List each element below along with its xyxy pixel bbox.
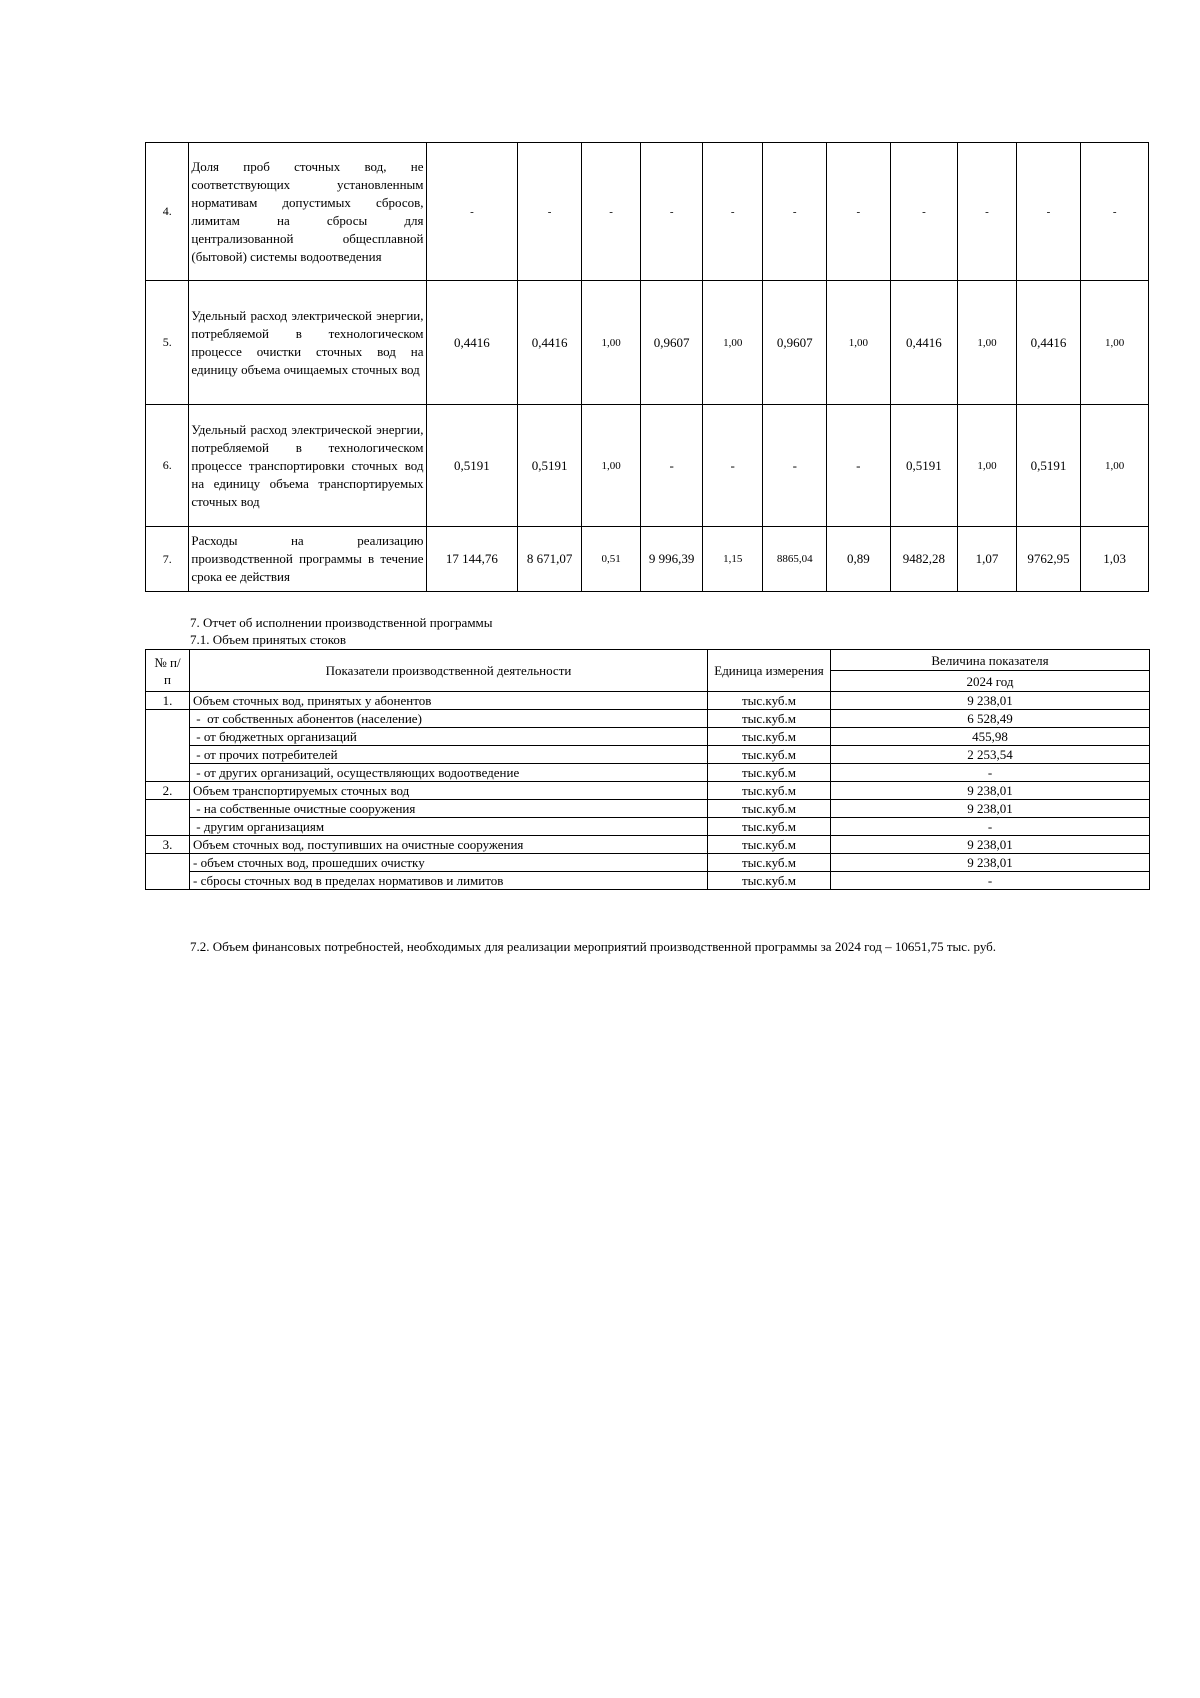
row-value: 455,98 — [831, 728, 1150, 746]
section-title: 7. Отчет об исполнении производственной программы — [190, 615, 493, 630]
value-cell: 1,00 — [702, 281, 763, 405]
value-cell: 1,03 — [1081, 527, 1149, 592]
row-name: - объем сточных вод, прошедших очистку — [190, 854, 708, 872]
row-number — [146, 800, 190, 818]
row-unit: тыс.куб.м — [708, 872, 831, 890]
row-value: 9 238,01 — [831, 854, 1150, 872]
row-number — [146, 728, 190, 746]
value-cell: 1,00 — [581, 405, 641, 527]
value-cell: 1,07 — [958, 527, 1017, 592]
row-name: Объем транспортируемых сточных вод — [190, 782, 708, 800]
table-row — [146, 854, 1150, 872]
row-value: - — [831, 764, 1150, 782]
value-cell: 1,00 — [827, 281, 891, 405]
row-number: 7. — [146, 527, 189, 592]
row-value: 9 238,01 — [831, 782, 1150, 800]
row-number: 3. — [146, 836, 190, 854]
row-unit: тыс.куб.м — [708, 710, 831, 728]
row-unit: тыс.куб.м — [708, 854, 831, 872]
table-header-row — [146, 650, 1150, 671]
value-cell: 8865,04 — [763, 527, 827, 592]
row-unit: тыс.куб.м — [708, 746, 831, 764]
row-number: 1. — [146, 692, 190, 710]
row-value: - — [831, 872, 1150, 890]
table-row — [146, 782, 1150, 800]
row-number — [146, 710, 190, 728]
value-cell: 8 671,07 — [518, 527, 582, 592]
table-row — [146, 728, 1150, 746]
col-header-indicator: Показатели производственной деятельности — [190, 650, 708, 692]
value-cell: - — [641, 143, 703, 281]
row-unit: тыс.куб.м — [708, 800, 831, 818]
value-cell: 9482,28 — [890, 527, 958, 592]
value-cell: - — [702, 143, 763, 281]
row-number: 2. — [146, 782, 190, 800]
row-number — [146, 872, 190, 890]
value-cell: 9 996,39 — [641, 527, 703, 592]
row-value: - — [831, 818, 1150, 836]
row-unit: тыс.куб.м — [708, 764, 831, 782]
value-cell: - — [958, 143, 1017, 281]
value-cell: - — [763, 405, 827, 527]
row-number: 4. — [146, 143, 189, 281]
value-cell: 17 144,76 — [426, 527, 518, 592]
row-value: 9 238,01 — [831, 692, 1150, 710]
financial-needs-text: 7.2. Объем финансовых потребностей, необходимых для реализации мероприятий производственной программы за 2024 год – 10651,75 тыс. руб. — [190, 939, 997, 954]
table-row — [146, 692, 1150, 710]
row-name: - другим организациям — [190, 818, 708, 836]
row-value: 6 528,49 — [831, 710, 1150, 728]
value-cell: - — [641, 405, 703, 527]
row-number — [146, 764, 190, 782]
table-row — [146, 746, 1150, 764]
row-unit: тыс.куб.м — [708, 818, 831, 836]
value-cell: 0,51 — [581, 527, 641, 592]
value-cell: - — [827, 143, 891, 281]
col-header-value: Величина показателя — [831, 650, 1150, 671]
value-cell: 0,9607 — [641, 281, 703, 405]
table-row — [146, 281, 1149, 405]
value-cell: 0,4416 — [518, 281, 582, 405]
row-unit: тыс.куб.м — [708, 692, 831, 710]
table-row — [146, 143, 1149, 281]
table-row — [146, 872, 1150, 890]
row-unit: тыс.куб.м — [708, 836, 831, 854]
row-name: - от бюджетных организаций — [190, 728, 708, 746]
value-cell: - — [827, 405, 891, 527]
table-row — [146, 836, 1150, 854]
row-value: 9 238,01 — [831, 836, 1150, 854]
row-number — [146, 854, 190, 872]
value-cell: - — [890, 143, 958, 281]
row-name: - от прочих потребителей — [190, 746, 708, 764]
table-row — [146, 800, 1150, 818]
accepted-volume-table — [145, 649, 1150, 890]
value-cell: 0,89 — [827, 527, 891, 592]
value-cell: 1,00 — [958, 405, 1017, 527]
value-cell: - — [702, 405, 763, 527]
value-cell: - — [518, 143, 582, 281]
indicators-table — [145, 142, 1149, 592]
table-row — [146, 527, 1149, 592]
value-cell: 0,5191 — [426, 405, 518, 527]
value-cell: - — [1016, 143, 1081, 281]
value-cell: 1,15 — [702, 527, 763, 592]
value-cell: 0,5191 — [1016, 405, 1081, 527]
col-header-number: № п/п — [146, 650, 190, 692]
value-cell: - — [1081, 143, 1149, 281]
value-cell: 1,00 — [1081, 405, 1149, 527]
row-unit: тыс.куб.м — [708, 782, 831, 800]
col-header-unit: Единица измерения — [708, 650, 831, 692]
row-value: 9 238,01 — [831, 800, 1150, 818]
row-name: - от других организаций, осуществляющих водоотведение — [190, 764, 708, 782]
value-cell: 0,5191 — [890, 405, 958, 527]
value-cell: 0,4416 — [426, 281, 518, 405]
table-row — [146, 818, 1150, 836]
row-description: Расходы на реализацию производственной программы в течение срока ее действия — [189, 527, 426, 592]
row-description: Удельный расход электрической энергии, потребляемой в технологическом процессе очистки сточных вод на единицу объема очищаемых сточных вод — [189, 281, 426, 405]
value-cell: 1,00 — [1081, 281, 1149, 405]
value-cell: 0,9607 — [763, 281, 827, 405]
value-cell: 0,4416 — [1016, 281, 1081, 405]
value-cell: 0,4416 — [890, 281, 958, 405]
row-name: - на собственные очистные сооружения — [190, 800, 708, 818]
row-description: Доля проб сточных вод, не соответствующих установленным нормативам допустимых сбросов, лимитам на сбросы для централизованной общесплавной (бытовой) системы водоотведения — [189, 143, 426, 281]
value-cell: 1,00 — [581, 281, 641, 405]
value-cell: - — [581, 143, 641, 281]
table-row — [146, 405, 1149, 527]
row-unit: тыс.куб.м — [708, 728, 831, 746]
value-cell: - — [426, 143, 518, 281]
row-name: - сбросы сточных вод в пределах нормативов и лимитов — [190, 872, 708, 890]
row-description: Удельный расход электрической энергии, потребляемой в технологическом процессе транспортировки сточных вод на единицу объема транспортируемых сточных вод — [189, 405, 426, 527]
value-cell: 9762,95 — [1016, 527, 1081, 592]
row-value: 2 253,54 — [831, 746, 1150, 764]
row-number — [146, 818, 190, 836]
row-number: 6. — [146, 405, 189, 527]
table-row — [146, 710, 1150, 728]
row-number — [146, 746, 190, 764]
row-name: - от собственных абонентов (население) — [190, 710, 708, 728]
col-header-year: 2024 год — [831, 671, 1150, 692]
table-row — [146, 764, 1150, 782]
row-name: Объем сточных вод, принятых у абонентов — [190, 692, 708, 710]
value-cell: 0,5191 — [518, 405, 582, 527]
value-cell: 1,00 — [958, 281, 1017, 405]
row-number: 5. — [146, 281, 189, 405]
row-name: Объем сточных вод, поступивших на очистные сооружения — [190, 836, 708, 854]
section-subtitle: 7.1. Объем принятых стоков — [190, 632, 346, 647]
value-cell: - — [763, 143, 827, 281]
